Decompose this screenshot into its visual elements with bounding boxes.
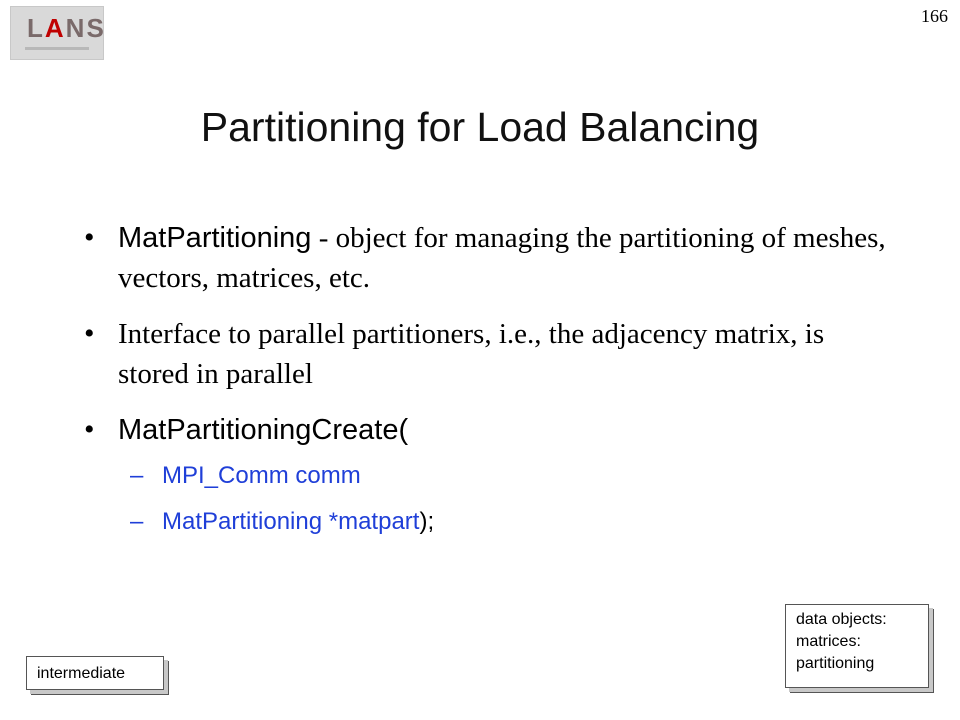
sub-item-suffix: ); (419, 508, 435, 535)
bullet-dot: • (84, 413, 95, 446)
level-box (26, 656, 164, 690)
bullet-text: Interface to parallel partitioners, i.e., the adjacency matrix, is stored in parallel (118, 318, 825, 390)
bullet-code-name: MatPartitioning (118, 222, 312, 254)
sub-item (118, 458, 900, 494)
bullet-dot: • (84, 221, 95, 254)
bullet-item (80, 410, 900, 540)
sub-item-text: MatPartitioning *matpart (162, 508, 420, 535)
category-box (785, 604, 929, 688)
lans-logo (10, 6, 104, 60)
category-line: data objects: (796, 611, 887, 628)
sub-dash: – (130, 462, 144, 489)
sub-dash: – (130, 508, 144, 535)
level-label: intermediate (37, 665, 126, 682)
bullet-dot: • (84, 317, 95, 350)
sub-list (118, 458, 900, 540)
sub-item-text: MPI_Comm comm (162, 462, 361, 489)
logo-subline (25, 47, 89, 50)
bullet-item (80, 314, 900, 394)
sub-item (118, 504, 900, 540)
category-line: partitioning (796, 655, 875, 672)
category-line: matrices: (796, 633, 861, 650)
bullet-item (80, 218, 900, 298)
bullet-text: - object for managing the partitioning of meshes, vectors, matrices, etc. (118, 222, 886, 294)
logo-text: LANS (27, 13, 106, 43)
bullet-code-name: MatPartitioningCreate( (118, 414, 409, 446)
bullet-list (80, 218, 900, 556)
slide-title: Partitioning for Load Balancing (200, 104, 760, 150)
page-number: 166 (921, 6, 948, 26)
